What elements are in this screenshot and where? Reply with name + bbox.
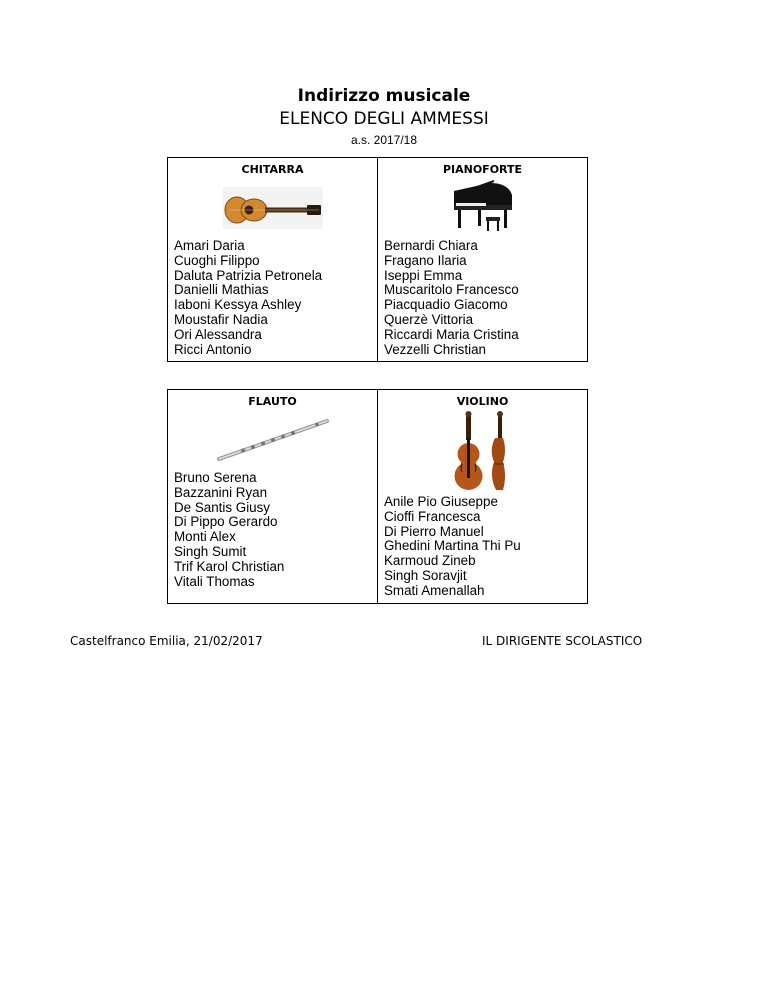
section-chitarra — [168, 158, 378, 362]
signature-title: IL DIRIGENTE SCOLASTICO — [482, 634, 643, 648]
place-date: Castelfranco Emilia, 21/02/2017 — [70, 634, 263, 648]
section-heading: VIOLINO — [456, 395, 509, 408]
student-name: Vezzelli Christian — [384, 341, 486, 357]
student-name: Bruno Serena — [174, 470, 257, 485]
guitar-icon — [221, 185, 325, 231]
student-name: Piacquadio Giacomo — [384, 297, 508, 313]
piano-icon — [448, 179, 518, 237]
section-flauto — [168, 390, 378, 604]
student-name: Daluta Patrizia Petronela — [174, 267, 323, 283]
section-heading: PIANOFORTE — [442, 163, 523, 176]
student-name: Iseppi Emma — [384, 267, 463, 283]
student-name: De Santis Giusy — [174, 499, 271, 515]
student-name: Trif Karol Christian — [174, 558, 285, 574]
violin-icon — [445, 410, 521, 494]
student-name: Vitali Thomas — [174, 573, 255, 589]
student-name: Muscaritolo Francesco — [384, 282, 519, 298]
section-pianoforte — [378, 158, 588, 362]
student-name: Bernardi Chiara — [384, 238, 478, 253]
student-name: Singh Soravjit — [384, 567, 467, 583]
student-name: Smati Amenallah — [384, 582, 485, 598]
student-list — [174, 239, 371, 361]
section-heading: CHITARRA — [241, 163, 304, 176]
instrument-table-bottom — [167, 389, 588, 604]
student-list — [384, 239, 581, 361]
student-name: Moustafir Nadia — [174, 311, 268, 327]
student-list — [384, 495, 581, 603]
document-subtitle: ELENCO DEGLI AMMESSI — [279, 109, 489, 129]
student-name: Cioffi Francesca — [384, 508, 481, 524]
student-name: Ricci Antonio — [174, 341, 252, 357]
student-name: Ghedini Martina Thi Pu — [384, 538, 521, 554]
student-name: Singh Sumit — [174, 543, 247, 559]
student-name: Iaboni Kessya Ashley — [174, 297, 302, 313]
student-name: Karmoud Zineb — [384, 553, 476, 569]
school-year: a.s. 2017/18 — [350, 133, 418, 147]
student-name: Querzè Vittoria — [384, 311, 474, 327]
student-name: Monti Alex — [174, 529, 236, 545]
student-list — [174, 471, 371, 593]
instrument-table-top — [167, 157, 588, 362]
section-violino — [378, 390, 588, 604]
student-name: Di Pippo Gerardo — [174, 514, 278, 530]
document-title: Indirizzo musicale — [297, 86, 471, 106]
student-name: Fragano Ilaria — [384, 252, 467, 268]
student-name: Ori Alessandra — [174, 326, 262, 342]
student-name: Riccardi Maria Cristina — [384, 326, 519, 342]
student-name: Cuoghi Filippo — [174, 252, 260, 268]
student-name: Bazzanini Ryan — [174, 484, 268, 500]
student-name: Amari Daria — [174, 238, 245, 253]
section-heading: FLAUTO — [248, 395, 297, 408]
flute-icon — [213, 415, 333, 465]
student-name: Anile Pio Giuseppe — [384, 494, 498, 509]
student-name: Di Pierro Manuel — [384, 523, 484, 539]
student-name: Danielli Mathias — [174, 282, 269, 298]
